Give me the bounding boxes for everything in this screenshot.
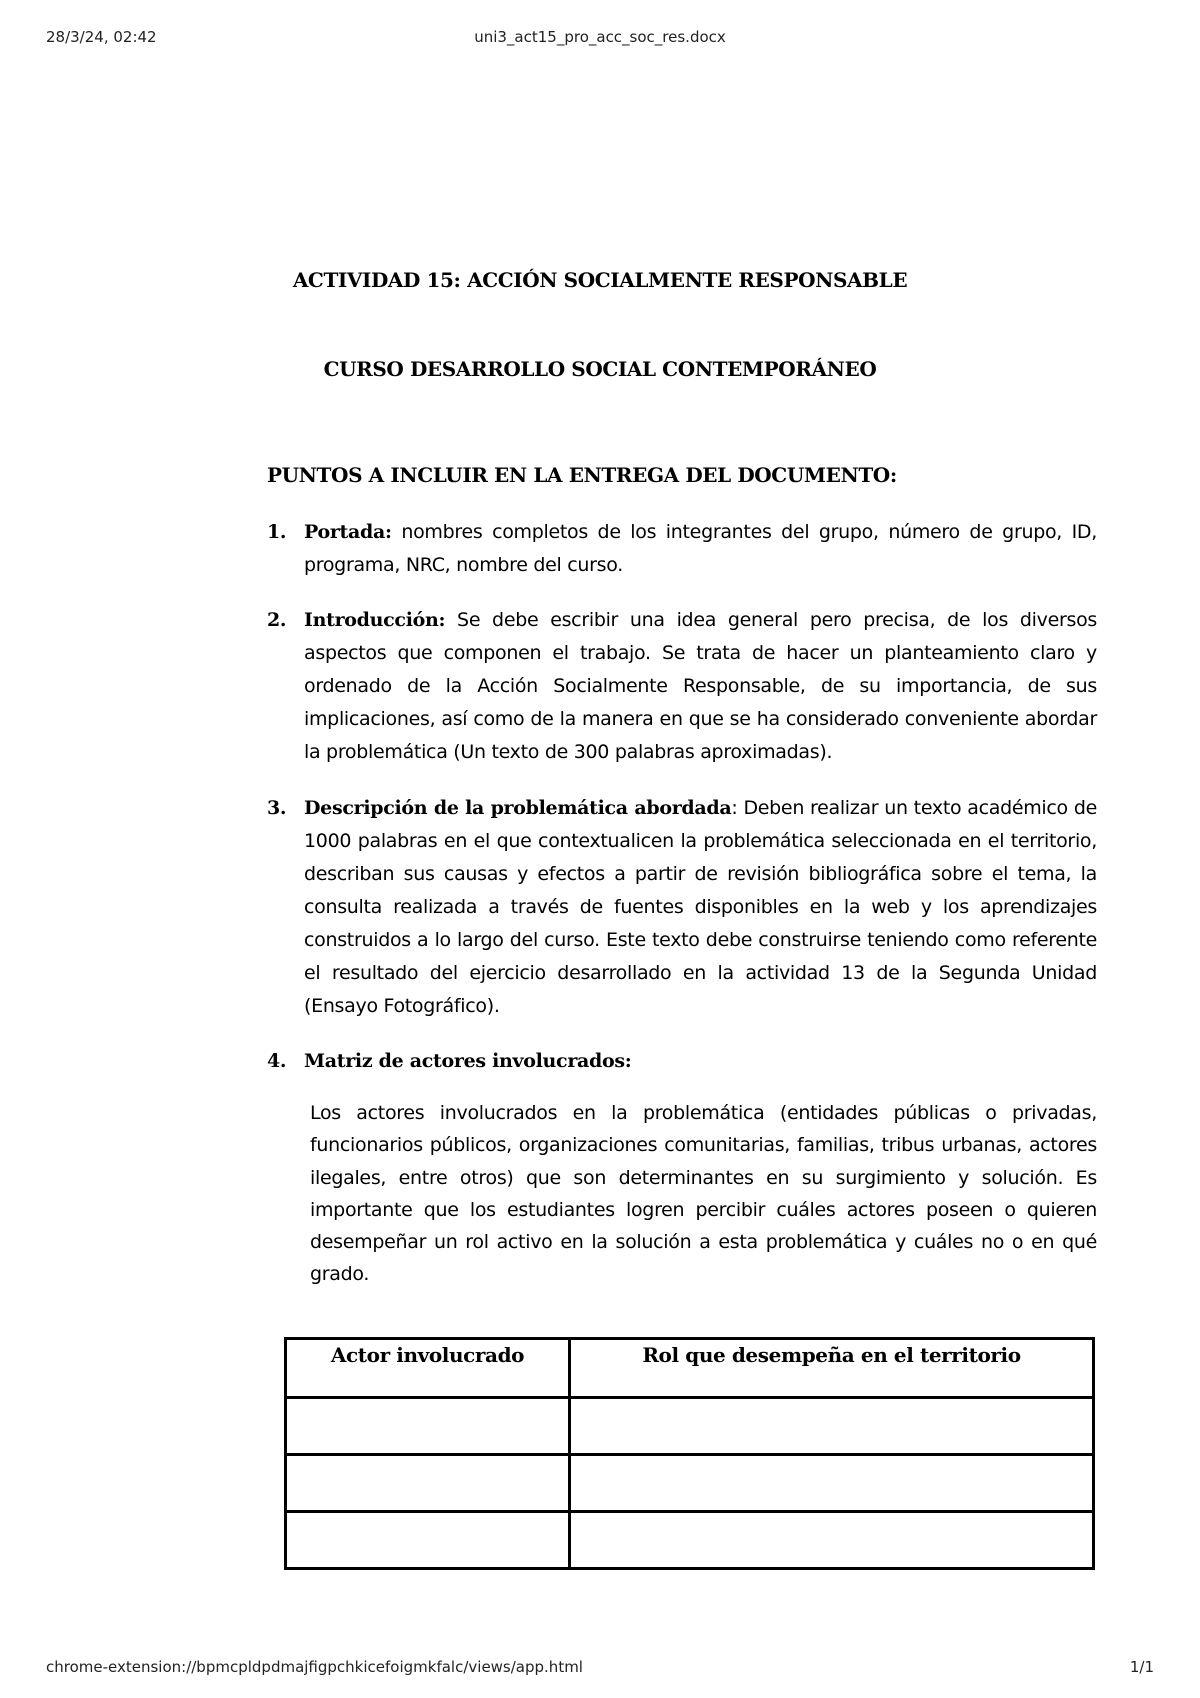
table-cell <box>286 1398 570 1455</box>
list-item-label: Introducción: <box>304 609 446 631</box>
list-item-label: Matriz de actores involucrados: <box>304 1050 632 1072</box>
table-cell <box>286 1455 570 1512</box>
print-datetime: 28/3/24, 02:42 <box>46 28 157 46</box>
table-row <box>286 1512 1094 1569</box>
list-item-matriz <box>267 1045 1097 1078</box>
list-item-introduccion <box>267 604 1097 769</box>
list-item-number: 1. <box>267 521 287 543</box>
table-row <box>286 1398 1094 1455</box>
list-item-body <box>304 792 1097 1023</box>
list-item-body <box>304 604 1097 769</box>
list-item-body <box>304 1045 1097 1078</box>
table-cell <box>570 1512 1094 1569</box>
list-item-body <box>304 516 1097 582</box>
list-item-text: Se debe escribir una idea general pero precisa, de los diversos aspectos que componen el trabajo. Se trata de hacer un planteamiento claro y ordenado de la Acción Socialmente Responsable, de su importancia, de sus implicaciones, así como de la manera en que se ha considerado conveniente abordar la problemática (Un texto de 300 palabras aproximadas). <box>304 609 1097 763</box>
list-item-number: 3. <box>267 797 287 819</box>
list-item-number: 2. <box>267 609 287 631</box>
table-header-row <box>286 1339 1094 1398</box>
table-cell <box>570 1455 1094 1512</box>
print-filename: uni3_act15_pro_acc_soc_res.docx <box>474 28 726 46</box>
print-page-number: 1/1 <box>1129 1658 1154 1676</box>
actors-matrix-table <box>284 1337 1095 1570</box>
header-actor-involucrado: Actor involucrado <box>286 1339 570 1398</box>
print-footer <box>0 1658 1200 1678</box>
document-title: ACTIVIDAD 15: ACCIÓN SOCIALMENTE RESPONSABLE <box>292 268 908 292</box>
list-item-text: nombres completos de los integrantes del grupo, número de grupo, ID, programa, NRC, nombre del curso. <box>304 521 1097 576</box>
list-item-label: Descripción de la problemática abordada <box>304 797 732 819</box>
table-cell <box>570 1398 1094 1455</box>
list-item-portada <box>267 516 1097 582</box>
section-heading: PUNTOS A INCLUIR EN LA ENTREGA DEL DOCUMENTO: <box>267 463 897 487</box>
list-item-text: : Deben realizar un texto académico de 1000 palabras en el que contextualicen la problemática seleccionada en el territorio, describan sus causas y efectos a partir de revisión bibliográfica sobre el tema, la consulta realizada a través de fuentes disponibles en la web y los aprendizajes construidos a lo largo del curso. Este texto debe construirse teniendo como referente el resultado del ejercicio desarrollado en la actividad 13 de la Segunda Unidad (Ensayo Fotográfico). <box>304 797 1097 1017</box>
header-rol-territorio: Rol que desempeña en el territorio <box>570 1339 1094 1398</box>
list-item-descripcion <box>267 792 1097 1023</box>
table-cell <box>286 1512 570 1569</box>
matrix-paragraph: Los actores involucrados en la problemática (entidades públicas o privadas, funcionarios públicos, organizaciones comunitarias, familias, tribus urbanas, actores ilegales, entre otros) que son determinantes en su surgimiento y solución. Es importante que los estudiantes logren percibir cuáles actores poseen o quieren desempeñar un rol activo en la solución a esta problemática y cuáles no o en qué grado. <box>310 1102 1097 1286</box>
table-row <box>286 1455 1094 1512</box>
list-item-number: 4. <box>267 1050 287 1072</box>
list-item-label: Portada: <box>304 521 392 543</box>
document-subtitle: CURSO DESARROLLO SOCIAL CONTEMPORÁNEO <box>323 357 877 381</box>
print-url: chrome-extension://bpmcpldpdmajfigpchkicefoigmkfalc/views/app.html <box>46 1658 583 1676</box>
